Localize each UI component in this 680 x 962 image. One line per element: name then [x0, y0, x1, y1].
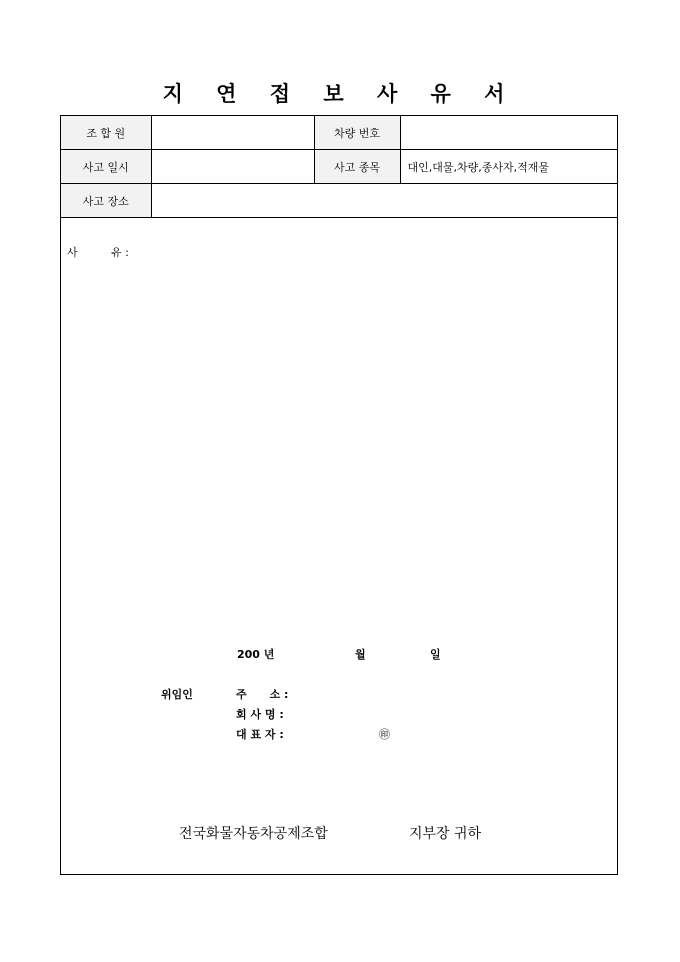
table-row-member [61, 116, 617, 150]
member-field[interactable] [151, 116, 314, 150]
table-row-accident-time [61, 150, 617, 184]
reason-label-b: 유 : [111, 246, 129, 259]
representative-label: 대 표 자 : [236, 728, 284, 741]
info-table [61, 116, 617, 218]
reason-section[interactable] [67, 244, 129, 260]
organization-name: 전국화물자동차공제조합 [179, 826, 328, 842]
seal-mark: ㊞ [379, 728, 390, 741]
date-day: 일 [430, 648, 441, 661]
form-frame [60, 115, 618, 875]
address-label: 주 소 : [236, 688, 289, 701]
document-title: 지 연 접 보 사 유 서 [162, 81, 518, 106]
company-name-label: 회 사 명 : [236, 708, 284, 721]
accident-place-field[interactable] [151, 184, 617, 218]
date-year: 200 년 [237, 648, 275, 661]
accident-type-field[interactable]: 대인,대물,차량,종사자,적재물 [400, 150, 617, 184]
recipient-text: 지부장 귀하 [409, 826, 482, 842]
accident-type-label: 사고 종목 [314, 150, 400, 184]
reason-label-a: 사 [67, 246, 78, 259]
accident-datetime-field[interactable] [151, 150, 314, 184]
vehicle-number-field[interactable] [400, 116, 617, 150]
accident-datetime-label: 사고 일시 [61, 150, 151, 184]
table-row-accident-place [61, 184, 617, 218]
delegator-label: 위임인 [161, 688, 193, 701]
vehicle-number-label: 차량 번호 [314, 116, 400, 150]
member-label: 조 합 원 [61, 116, 151, 150]
accident-place-label: 사고 장소 [61, 184, 151, 218]
date-month: 월 [355, 648, 366, 661]
